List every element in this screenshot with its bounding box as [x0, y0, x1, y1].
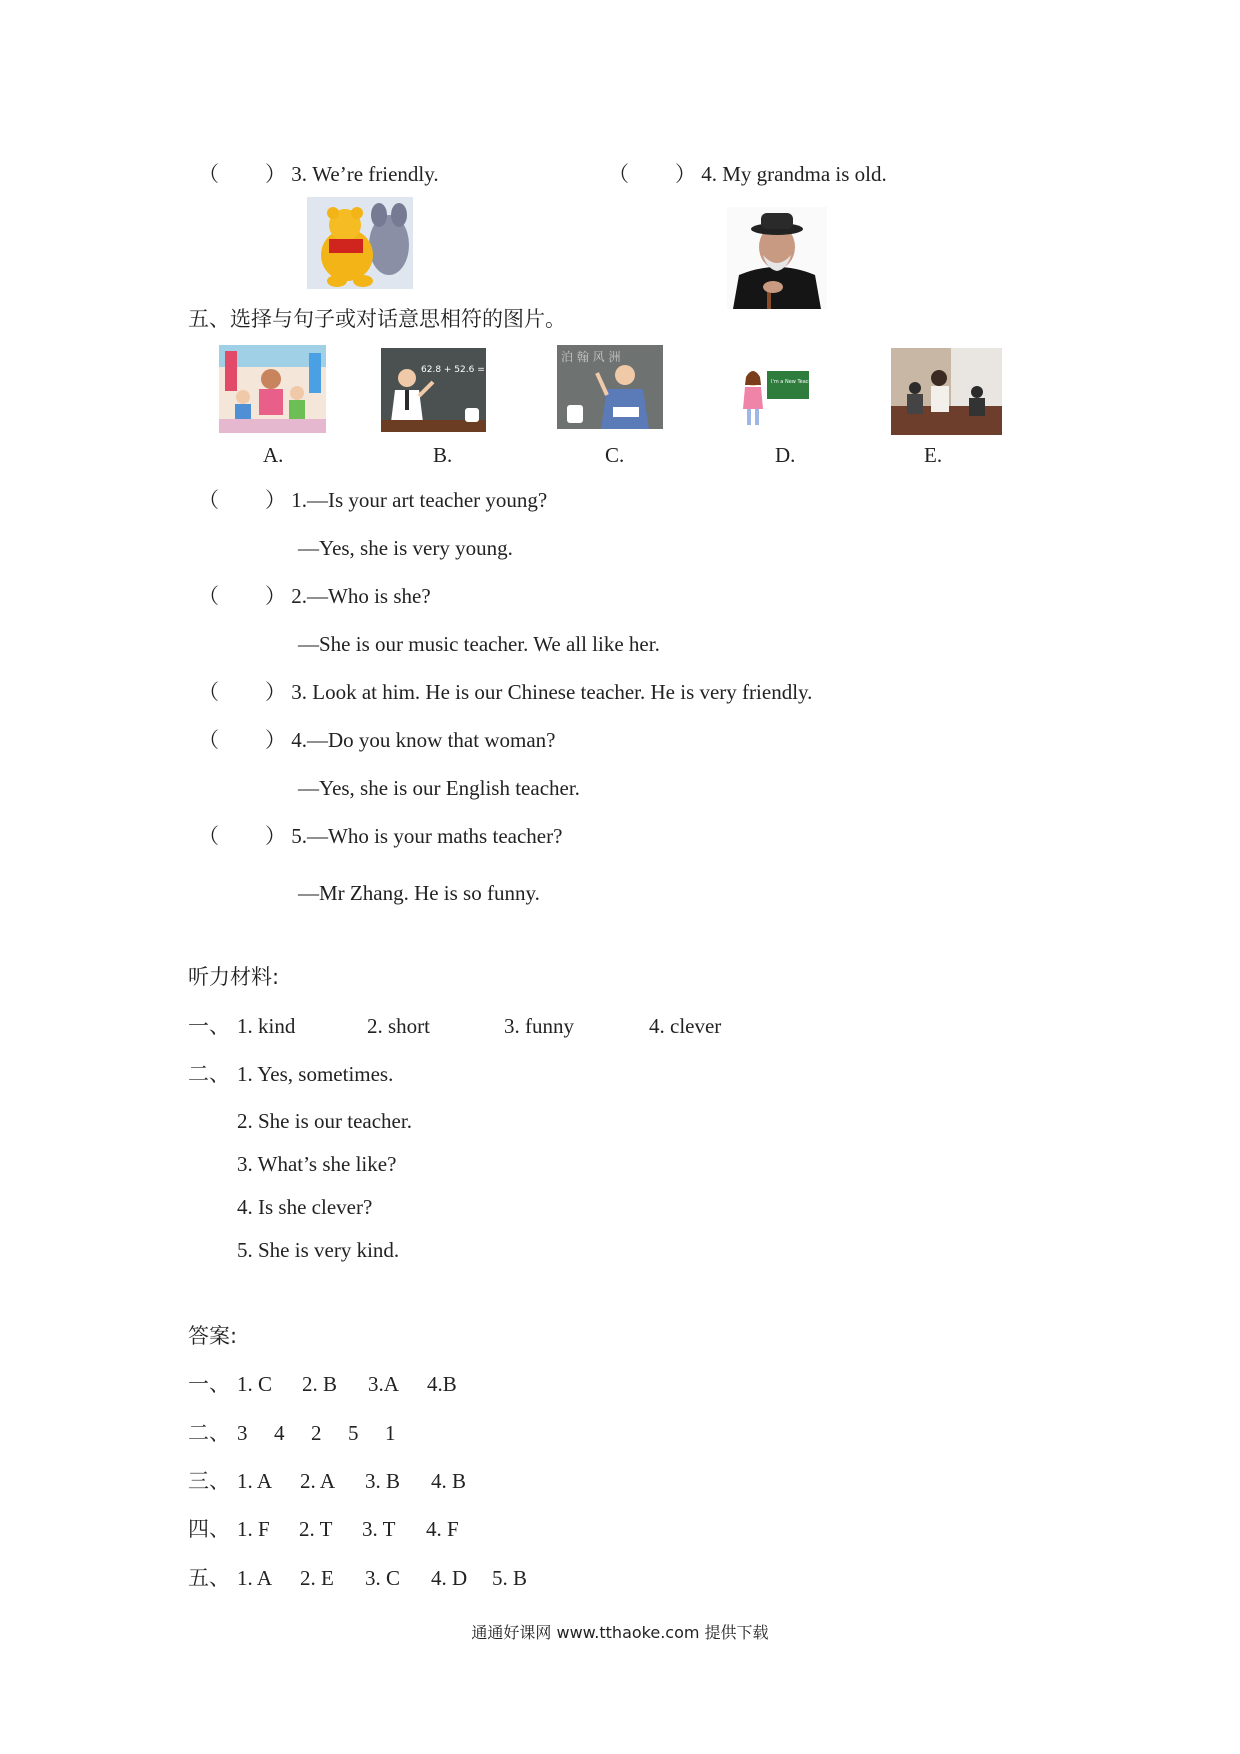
listening-part2-item-1: 1. Yes, sometimes. [237, 1062, 394, 1086]
answer-4-2: 2. T [299, 1517, 333, 1541]
listening-part1-item-2: 2. short [367, 1014, 430, 1038]
picture-label-a: A. [263, 443, 284, 467]
answer-row-1 [188, 1370, 230, 1398]
s5-question-3 [198, 678, 812, 706]
row-prefix: 一、 [188, 1372, 230, 1396]
pooh-eeyore-image [307, 197, 413, 289]
answer-paren-open: （ [198, 162, 219, 186]
answer-paren-open: （ [608, 162, 629, 186]
answer-3-1: 1. A [237, 1469, 273, 1493]
row-prefix: 二、 [188, 1421, 230, 1445]
picture-a-art-class [219, 345, 326, 433]
answer-4-4: 4. F [426, 1517, 459, 1541]
answer-3-3: 3. B [365, 1469, 401, 1493]
answer-1-1: 1. C [237, 1372, 273, 1396]
old-man-image [727, 207, 827, 309]
answer-paren-close: ） [265, 584, 286, 608]
row-prefix: 四、 [188, 1517, 230, 1541]
answer-1-2: 2. B [302, 1372, 338, 1396]
answer-5-1: 1. A [237, 1566, 273, 1590]
answer-2-3: 2 [311, 1421, 322, 1445]
answer-paren-open: （ [198, 728, 219, 752]
listening-title: 听力材料: [188, 965, 280, 989]
board-text-c: 泊 翰 风 洲 [561, 350, 621, 364]
answer-5-4: 4. D [431, 1566, 468, 1590]
picture-label-c: C. [605, 443, 625, 467]
item-text: 3. We’re friendly. [291, 162, 439, 186]
answer-2-1: 3 [237, 1421, 248, 1445]
s5-answer-1: —Yes, she is very young. [298, 536, 513, 560]
picture-label-b: B. [433, 443, 453, 467]
question-text: 2.—Who is she? [291, 584, 431, 608]
answer-5-5: 5. B [492, 1566, 528, 1590]
picture-label-e: E. [924, 443, 943, 467]
s5-question-2 [198, 582, 431, 610]
question-text: 1.—Is your art teacher young? [291, 488, 548, 512]
answer-row-4 [188, 1515, 230, 1543]
listening-part2-prefix: 二、 [188, 1062, 230, 1086]
listening-part1 [188, 1012, 230, 1040]
answer-2-2: 4 [274, 1421, 285, 1445]
s5-answer-5: —Mr Zhang. He is so funny. [298, 881, 540, 905]
picture-b-maths-teacher [381, 348, 493, 432]
answers-title: 答案: [188, 1324, 238, 1348]
answer-row-3 [188, 1467, 230, 1495]
answer-3-2: 2. A [300, 1469, 336, 1493]
answer-3-4: 4. B [431, 1469, 467, 1493]
picture-c-chinese-teacher [557, 345, 663, 429]
answer-2-4: 5 [348, 1421, 359, 1445]
answer-paren-open: （ [198, 824, 219, 848]
s5-answer-4: —Yes, she is our English teacher. [298, 776, 580, 800]
listening-part2-item-2: 2. She is our teacher. [237, 1109, 412, 1133]
s5-question-1 [198, 486, 547, 514]
part-prefix: 一、 [188, 1014, 230, 1038]
question-text: 5.—Who is your maths teacher? [291, 824, 563, 848]
answer-row-2 [188, 1419, 230, 1447]
section5-heading: 五、选择与句子或对话意思相符的图片。 [188, 307, 566, 331]
listening-part2-item-5: 5. She is very kind. [237, 1238, 400, 1262]
answer-2-5: 1 [385, 1421, 396, 1445]
answer-4-1: 1. F [237, 1517, 270, 1541]
q4-item-3 [198, 160, 439, 188]
listening-part2-item-4: 4. Is she clever? [237, 1195, 373, 1219]
question-text: 4.—Do you know that woman? [291, 728, 556, 752]
answer-paren-close: ） [265, 824, 286, 848]
listening-part1-item-1: 1. kind [237, 1014, 296, 1038]
answer-1-3: 3.A [368, 1372, 399, 1396]
answer-5-2: 2. E [300, 1566, 334, 1590]
listening-part1-item-4: 4. clever [649, 1014, 722, 1038]
answer-paren-open: （ [198, 488, 219, 512]
answer-paren-close: ） [265, 680, 286, 704]
board-text-d: I'm a New Teacher [771, 379, 817, 385]
board-text-b: 62.8 + 52.6 = ? [421, 365, 493, 375]
question-text: 3. Look at him. He is our Chinese teacher. He is very friendly. [291, 680, 813, 704]
answer-5-3: 3. C [365, 1566, 401, 1590]
answer-paren-open: （ [198, 584, 219, 608]
listening-part2-item-3: 3. What’s she like? [237, 1152, 397, 1176]
s5-question-4 [198, 726, 555, 754]
answer-paren-open: （ [198, 680, 219, 704]
answer-paren-close: ） [265, 728, 286, 752]
answer-4-3: 3. T [362, 1517, 396, 1541]
row-prefix: 三、 [188, 1469, 230, 1493]
answer-paren-close: ） [265, 162, 286, 186]
item-text: 4. My grandma is old. [701, 162, 887, 186]
answer-paren-close: ） [675, 162, 696, 186]
s5-question-5 [198, 822, 562, 850]
picture-e-music-class [891, 348, 1002, 435]
answer-paren-close: ） [265, 488, 286, 512]
footer-text: 通通好课网 www.tthaoke.com 提供下载 [471, 1623, 769, 1642]
picture-d-english-teacher [737, 355, 817, 430]
answer-1-4: 4.B [427, 1372, 457, 1396]
picture-label-d: D. [775, 443, 796, 467]
s5-answer-2: —She is our music teacher. We all like her. [298, 632, 660, 656]
row-prefix: 五、 [188, 1566, 230, 1590]
answer-row-5 [188, 1564, 230, 1592]
listening-part1-item-3: 3. funny [504, 1014, 574, 1038]
q4-item-4 [608, 160, 887, 188]
